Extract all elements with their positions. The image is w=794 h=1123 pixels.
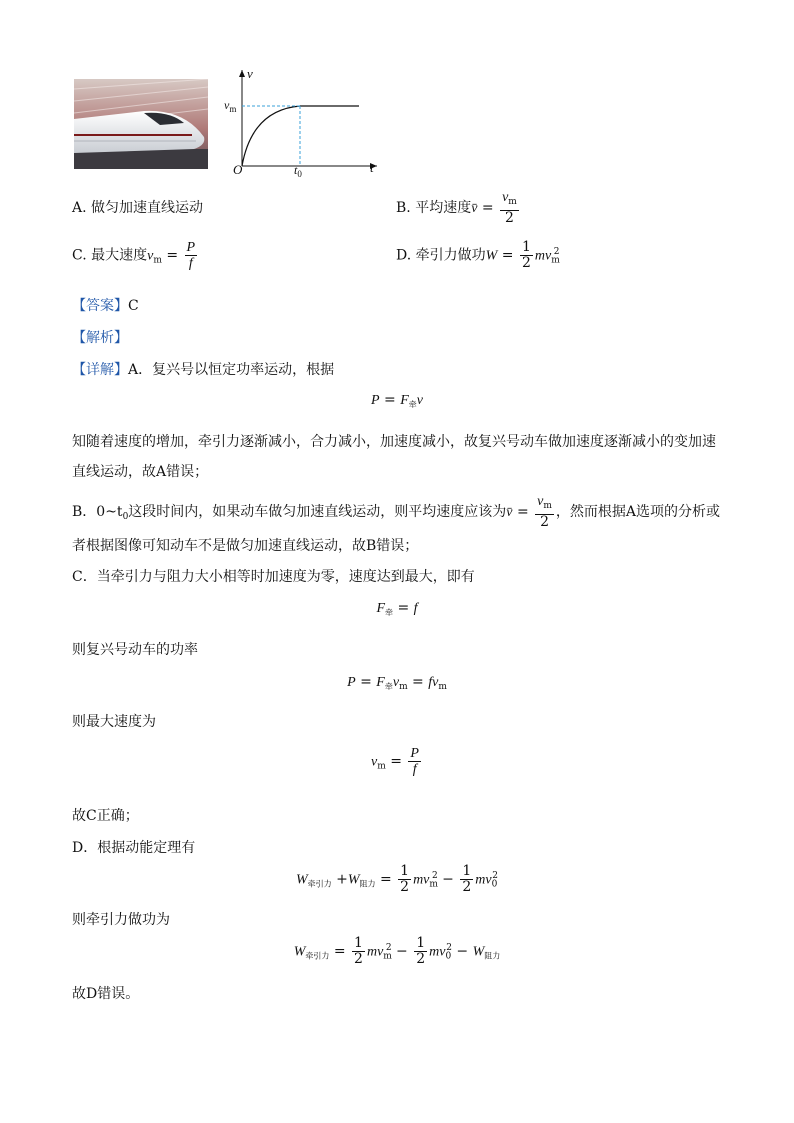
- detail-d-text2: 则牵引力做功为: [72, 912, 170, 928]
- origin-label: O: [233, 162, 243, 177]
- axis-label-v: v: [247, 66, 253, 81]
- formula-vm: $v_m$ = $\frac{P}{f}$: [371, 746, 419, 777]
- analysis-heading: 【解析】: [72, 330, 128, 346]
- detail-b-text1: B．$0\sim t_0$这段时间内，如果动车做匀加速直线运动，则平均速度应该为v̄ = $\frac{v_m}{2}$ ，然而根据A选项的分析或: [72, 494, 721, 530]
- vm-label: $v_m$: [224, 98, 237, 114]
- detail-a-text1: 知随着速度的增加，牵引力逐渐减小，合力减小，加速度减小，故复兴号动车做加速度逐渐减小的变加速: [72, 434, 716, 450]
- detail-c-text2: 则复兴号动车的功率: [72, 642, 198, 658]
- detail-c-text1: C．当牵引力与阻力大小相等时加速度为零，速度达到最大，即有: [72, 569, 475, 585]
- detail-d-text1: D．根据动能定理有: [72, 840, 196, 856]
- option-b: B. 平均速度v̄ = $\frac{v_m}{2}$: [396, 190, 517, 226]
- t0-label: $t_0$: [294, 163, 302, 179]
- detail-c-text3: 则最大速度为: [72, 714, 156, 730]
- detail-a-intro: 【详解】A．复兴号以恒定功率运动，根据: [72, 362, 335, 378]
- formula-work: $W_{牵引力}$ = $\frac{1}{2}$ $mv_m^2$ − $\frac{1}{2}$ $mv_0^2 - W_{阻力}$: [293, 935, 501, 967]
- train-photo: [74, 79, 208, 169]
- formula-power: $P = F_牵v_m = fv_m$: [347, 674, 447, 692]
- answer-line: 【答案】C: [72, 298, 139, 314]
- option-c: C. 最大速度$v_m$ = $\frac{P}{f}$: [72, 240, 196, 271]
- velocity-time-graph: [222, 66, 387, 181]
- detail-b-text2: 者根据图像可知动车不是做匀加速直线运动，故B错误；: [72, 538, 419, 554]
- option-a: A. 做匀加速直线运动: [72, 200, 204, 216]
- formula-kinetic-energy: $W_{牵引力} +W_{阻力}$ = $\frac{1}{2}$ $mv_m^2$ − $\frac{1}{2}$ $mv_0^2$: [295, 863, 499, 895]
- axis-label-t: t: [370, 160, 374, 175]
- detail-a-text2: 直线运动，故A错误；: [72, 464, 209, 480]
- detail-d-text3: 故D错误。: [72, 986, 140, 1002]
- formula-p-fv: $P = F_牵v$: [371, 392, 423, 409]
- formula-f-equals-f: $F_牵 = f$: [376, 600, 418, 617]
- option-d: D. 牵引力做功W = $\frac{1}{2}$ $mv_m^2$: [396, 239, 560, 271]
- detail-c-text4: 故C正确；: [72, 808, 139, 824]
